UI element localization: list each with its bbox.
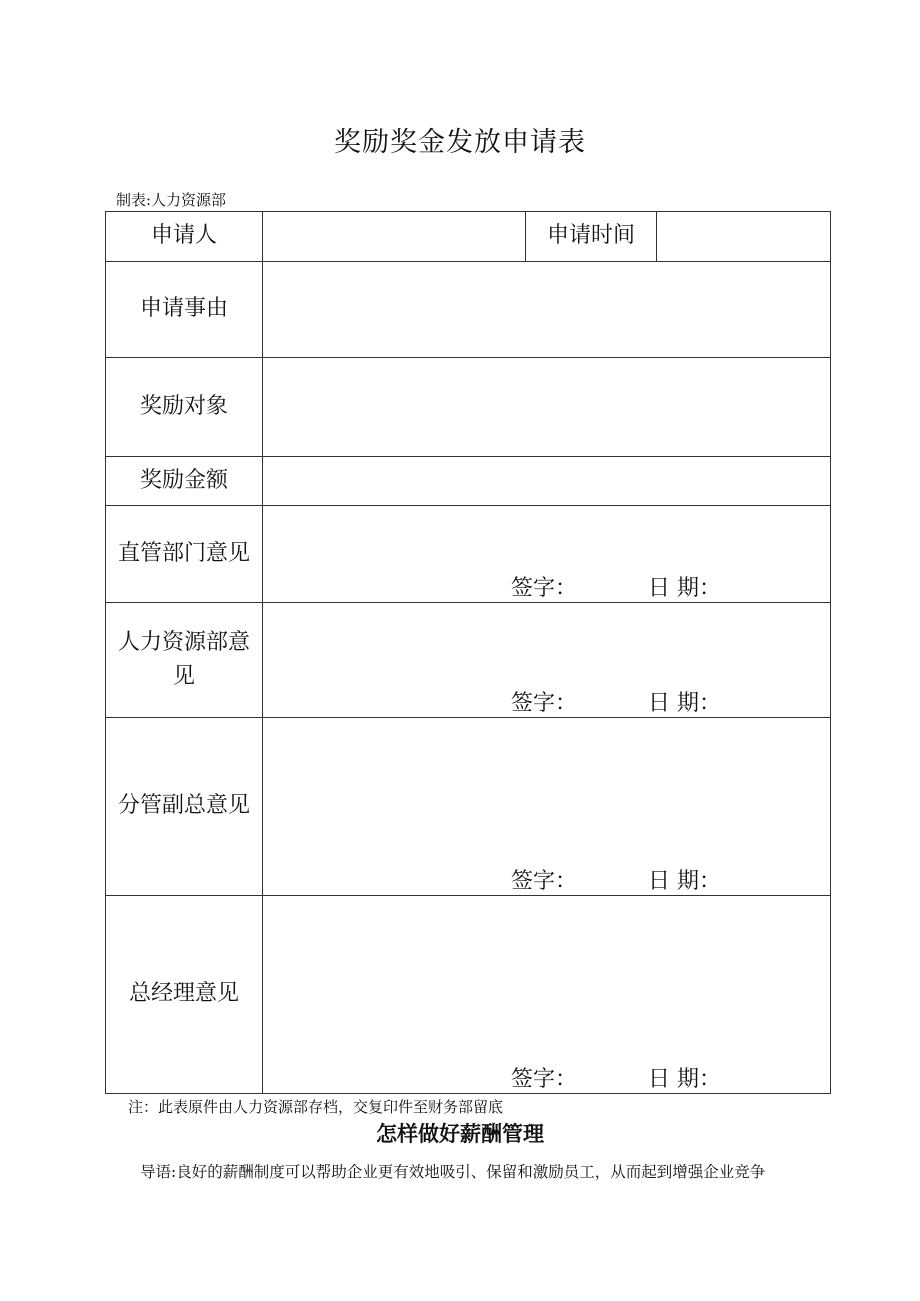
date-label: 日 期： — [648, 1067, 721, 1092]
target-row — [106, 358, 831, 457]
amount-label: 奖励金额 — [106, 457, 263, 506]
intro-paragraph: 导语:良好的薪酬制度可以帮助企业更有效地吸引、保留和激励员工，从而起到增强企业竞争 — [140, 1163, 766, 1181]
reason-label: 申请事由 — [106, 262, 263, 358]
reason-row — [106, 262, 831, 358]
hr-opinion-label: 人力资源部意见 — [106, 603, 263, 718]
date-label: 日 期： — [648, 869, 721, 894]
opinion-row — [106, 896, 831, 1094]
form-maker: 制表:人力资源部 — [116, 191, 227, 209]
signature-label: 签字： — [511, 576, 578, 601]
dept-opinion-field[interactable] — [263, 506, 831, 603]
vp-opinion-field[interactable] — [263, 718, 831, 896]
opinion-row — [106, 718, 831, 896]
applicant-field[interactable] — [263, 212, 526, 262]
signature-label: 签字： — [511, 1067, 578, 1092]
hr-opinion-field[interactable] — [263, 603, 831, 718]
section-title: 怎样做好薪酬管理 — [376, 1122, 544, 1146]
date-label: 日 期： — [648, 576, 721, 601]
dept-opinion-label: 直管部门意见 — [106, 506, 263, 603]
vp-opinion-label: 分管副总意见 — [106, 718, 263, 896]
form-title: 奖励奖金发放申请表 — [334, 127, 586, 158]
apply-time-field[interactable] — [657, 212, 831, 262]
opinion-row — [106, 603, 831, 718]
application-form-table — [105, 211, 831, 1094]
apply-time-label: 申请时间 — [526, 212, 657, 262]
amount-field[interactable] — [263, 457, 831, 506]
target-label: 奖励对象 — [106, 358, 263, 457]
amount-row — [106, 457, 831, 506]
reason-field[interactable] — [263, 262, 831, 358]
applicant-row — [106, 212, 831, 262]
gm-opinion-field[interactable] — [263, 896, 831, 1094]
signature-label: 签字： — [511, 691, 578, 716]
form-note: 注：此表原件由人力资源部存档，交复印件至财务部留底 — [128, 1098, 504, 1116]
date-label: 日 期： — [648, 691, 721, 716]
gm-opinion-label: 总经理意见 — [106, 896, 263, 1094]
applicant-label: 申请人 — [106, 212, 263, 262]
opinion-row — [106, 506, 831, 603]
signature-label: 签字： — [511, 869, 578, 894]
target-field[interactable] — [263, 358, 831, 457]
